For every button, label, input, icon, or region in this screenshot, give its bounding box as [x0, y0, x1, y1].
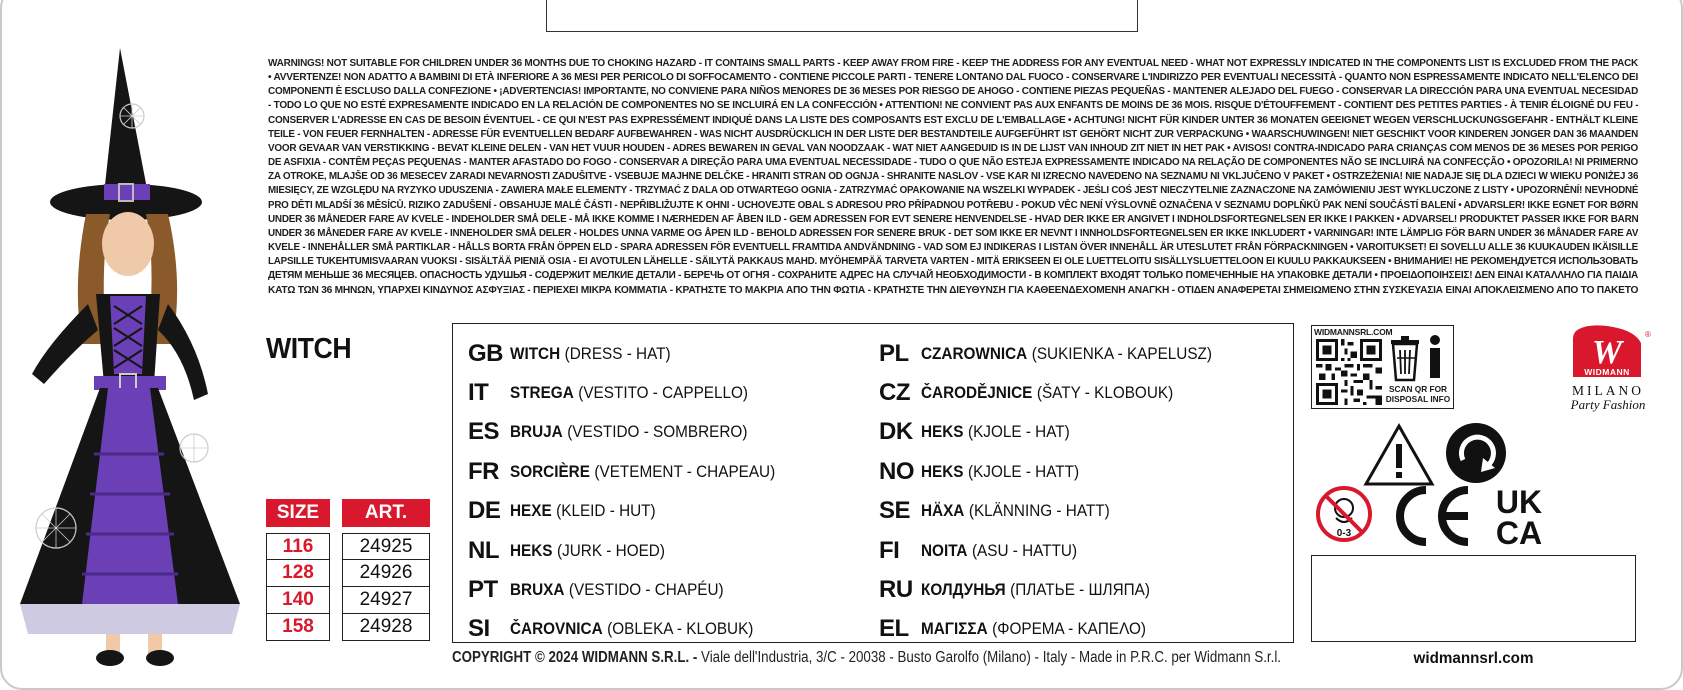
product-name: HEXE: [510, 501, 552, 521]
language-code: IT: [468, 379, 489, 407]
article-value: 24928: [342, 614, 430, 641]
warning-line: ZA OTROKE, MLAJŠE OD 36 MESECEV ZARADI NEVARNOSTI ZADUŠITVE - VSEBUJE MAJHNE DELČKE - HRANITI STRAN OD OGNJA - SHRANITE NASLOV - VSE KAR NI IZRECNO NAVEDENO NA SEZNAMU NI VKLJUČENO V PAKET • OSTRZEŻENIA! NIE NADAJE SIĘ DLA DZIECI W WIEKU PONIŻEJ 36: [268, 171, 1638, 183]
product-parts: (VESTITO - CAPPELLO): [578, 383, 749, 403]
brand-tagline: Party Fashion: [1570, 397, 1646, 412]
name-row-dk: [879, 413, 1244, 452]
names-column-left: [468, 334, 805, 649]
brand-city: MILANO: [1572, 383, 1644, 398]
name-row-el: [879, 610, 1244, 649]
size-value: 140: [266, 587, 330, 614]
size-header: SIZE: [266, 499, 330, 527]
name-row-es: [468, 413, 805, 452]
qr-caption: [1384, 384, 1452, 404]
top-label-tab: [546, 0, 1138, 32]
size-value: 116: [266, 533, 330, 560]
article-header: ART.: [342, 499, 430, 527]
age-label: 0-3: [1336, 528, 1352, 539]
name-row-pt: [468, 570, 805, 609]
name-row-it: [468, 373, 805, 412]
warning-line: - TODO LO QUE NO ESTÉ EXPRESAMENTE INDICADO EN LA RELACIÓN DE COMPONENTES NO SE INCLUIRÁ EN LA CONFECCIÓN • ATTENTION! NE CONVIENT PAS AUX ENFANTS DE MOINS DE 36 MOIS. RISQUE D'ÉTOUFFEMENT - CONTIENT DES PETITES PARTIES - À TENIR ÉLOIGNÉ DU FEU -: [268, 100, 1638, 112]
warning-line: WARNINGS! NOT SUITABLE FOR CHILDREN UNDER 36 MONTHS DUE TO CHOKING HAZARD - IT CONTAINS SMALL PARTS - KEEP AWAY FROM FIRE - KEEP THE ADDRESS FOR ANY EVENTUAL NEED - WHAT NOT EXPRESSLY INDICATED IN THE COMPONENTS LIST IS EXCLUDED FROM THE PACK: [268, 58, 1638, 69]
product-parts: (ASU - HATTU): [971, 540, 1078, 560]
product-name: ČAROVNICA: [510, 619, 603, 639]
article-value: 24925: [342, 533, 430, 560]
name-row-cz: [879, 373, 1244, 412]
product-name: КОЛДУНЬЯ: [921, 580, 1006, 600]
product-name: STREGA: [510, 383, 574, 403]
warning-line: • AVVERTENZE! NON ADATTO A BAMBINI DI ETÀ INFERIORE A 36 MESI PER PERICOLO DI SOFFOCAMENTO - CONTIENE PICCOLE PARTI - TENERE LONTANO DAL FUOCO - CONSERVARE L'INDIRIZZO PER EVENTUALI NECESSITÀ - QUANTO NON ESPRESSAMENTE INDICATO NELL'ELENCO DEI: [268, 72, 1638, 84]
name-row-nl: [468, 531, 805, 570]
warning-line: ΚΑΤΩ ΤΩΝ 36 ΜΗΝΩΝ, ΥΠΑΡΧΕΙ ΚΙΝΔΥΝΟΣ ΑΣΦΥΞΙΑΣ - ΠΕΡΙΕΧΕΙ ΜΙΚΡΑ ΚΟΜΜΑΤΙΑ - ΚΡΑΤΗΣΤΕ ΤΟ ΜΑΚΡΙΑ ΑΠΟ ΤΗΝ ΦΩΤΙΑ - ΚΡΑΤΗΣΤΕ ΤΗΝ ΔΙΕΥΘΥΝΣΗ ΓΙΑ ΚΑΘΕΕΝΔΕΧΟΜΕΝΗ ΑΝΑΓΚΗ - ΟΤΙΔΕΝ ΑΝΑΦΕΡΕΤΑΙ ΣΗΜΕΙΩΜΕΝΟ ΣΤΗΝ ΣΥΣΚΕΥΑΣΙΑ ΕΙΝΑΙ ΑΠΟΚΛΕΙΣΜΕΝΟ ΑΠΟ ΤΟ ΠΑΚΕΤΟ: [268, 284, 1638, 296]
size-value: 158: [266, 614, 330, 641]
language-code: FI: [879, 536, 900, 564]
brand-logo-block: [1557, 323, 1677, 413]
name-row-ru: [879, 570, 1244, 609]
product-parts: (DRESS - HAT): [564, 343, 671, 363]
warning-triangle-icon: [1362, 422, 1436, 488]
product-title: WITCH: [266, 333, 352, 365]
qr-url-label: WIDMANNSRL.COM: [1314, 327, 1393, 337]
ce-mark: [1388, 484, 1476, 548]
language-code: DE: [468, 497, 501, 525]
product-name: HEKS: [921, 461, 964, 481]
company-address: Viale dell'Industria, 3/C - 20038 - Busto Garolfo (Milano) - Italy - Made in P.R.C. per Widmann S.r.l.: [697, 649, 1281, 666]
disposal-bin-icon: [1387, 332, 1449, 382]
product-parts: (KLEID - HUT): [556, 501, 656, 521]
language-code: NL: [468, 536, 499, 564]
language-code: PL: [879, 339, 909, 367]
product-name: HÄXA: [921, 501, 965, 521]
warning-line: MIESIĘCY, ZE WZGLĘDU NA RYZYKO UDUSZENIA - ZAWIERA MAŁE ELEMENTY - TRZYMAĆ Z DALA OD OTWARTEGO OGNIA - ZATRZYMAĆ OPAKOWANIE NA WSZELKI WYPADEK - JEŚLI COŚ JEST NIECZYTELNIE ZAZNACZONE NA ZAMÓWIENIU JEST WYKLUCZONE Z LISTY • UPOZORNĚNÍ! NEVHODNÉ: [268, 185, 1638, 197]
costume-model-image: [8, 44, 258, 674]
language-code: PT: [468, 576, 498, 604]
product-name: BRUXA: [510, 580, 565, 600]
name-row-fi: [879, 531, 1244, 570]
warning-line: ДЕТЯМ МЕНЬШЕ 36 МЕСЯЦЕВ. ОПАСНОСТЬ УДУШЬЯ - СОДЕРЖИТ МЕЛКИЕ ДЕТАЛИ - БЕРЕЧЬ ОТ ОГНЯ - СОХРАНИТЕ АДРЕС НА СЛУЧАЙ НЕОБХОДИМОСТИ - В КОМПЛЕКТ ВХОДЯТ ТОЛЬКО ПОМЕЧЕННЫЕ НА УПАКОВКЕ ДЕТАЛИ • ΠΡΟΕΙΔΟΠΟΙΗΣΕΙΣ! ΔΕΝ ΕΙΝΑΙ ΚΑΤΑΛΛΗΛΟ ΓΙΑ ΠΑΙΔΙΑ: [268, 270, 1638, 282]
copyright-line: [452, 649, 1281, 667]
product-name: HEKS: [921, 422, 964, 442]
qr-caption-line: DISPOSAL INFO: [1385, 394, 1451, 404]
warning-line: LAPSILLE TUKEHTUMISVAARAN VUOKSI - SISÄLTÄÄ PIENIÄ OSIA - EI AVOTULEN LÄHELLE - SÄILYTÄ PAKKAUS MAHD. MYÖHEMPÄÄ TARVETA VARTEN - MITÄ ERIKSEEN EI OLE LUETTELOITU SISÄLLYSLUETTELOON EI KUULU PAKKAUKSEEN • ВНИМАНИЕ! НЕ РЕКОМЕНДУЕТСЯ ИСПОЛЬЗОВАТЬ: [268, 256, 1638, 268]
conformity-symbols: [1310, 418, 1600, 553]
product-name: ΜΑΓΙΣΣΑ: [921, 619, 988, 639]
ce-text: CE: [1432, 524, 1434, 525]
no-under-3-icon: [1314, 484, 1374, 544]
warning-line: UNDER 36 MÅNEDER FARE AV KVELE - INNEHOLDER SMÅ DELER - HOLDES UNNA VARME OG ÅPEN ILD - BEHOLD ADRESSEN FOR SENERE BRUK - DET SOM IKKE ER NEVNT I INNHOLDSFORTEGNELSEN ER IKKE INKLUDERT • VARNINGAR! INTE LÄMPLIG FÖR BARN UNDER 36 MÅNADER FARE AV: [268, 227, 1638, 239]
ukca-top: UK: [1495, 486, 1543, 520]
website-url: widmannsrl.com: [1413, 650, 1534, 667]
qr-code-icon: [1316, 339, 1382, 405]
warning-line: KVELE - INNEHÅLLER SMÅ PARTIKLAR - HÅLLS BORTA FRÅN ÖPPEN ELD - SPARA ADRESSEN FÖR EVENTUELL FRAMTIDA ANDVÄNDNING - VAD SOM EJ INDIKERAS I LISTAN ÖVER INNEHÅLL ÄR UTESLUTET FRÅN FÖRPACKNINGEN • VAROITUKSET! EI SOVELLU ALLE 36 KUUKAUDEN IKÄISILLE: [268, 242, 1638, 254]
language-code: SE: [879, 497, 911, 525]
name-row-pl: [879, 334, 1244, 373]
ukca-mark: [1487, 486, 1551, 546]
product-name: BRUJA: [510, 422, 563, 442]
name-row-gb: [468, 334, 805, 373]
language-code: NO: [879, 457, 914, 485]
product-parts: (OBLEKA - KLOBUK): [607, 619, 754, 639]
copyright-holder: COPYRIGHT © 2024 WIDMANN S.R.L. -: [452, 649, 698, 666]
language-code: DK: [879, 418, 913, 446]
language-code: EL: [879, 615, 909, 643]
language-code: GB: [468, 339, 503, 367]
product-name: SORCIÈRE: [510, 461, 590, 481]
logo-wordmark: WIDMANN: [1584, 367, 1630, 377]
size-value: 128: [266, 560, 330, 587]
product-name: CZAROWNICA: [921, 343, 1028, 363]
product-parts: (KJOLE - HATT): [968, 461, 1080, 481]
logo-letter: W: [1591, 334, 1623, 371]
name-row-si: [468, 610, 805, 649]
qr-caption-line: SCAN QR FOR: [1388, 384, 1448, 394]
svg-text:®: ®: [1645, 330, 1651, 339]
product-name: ČARODĚJNICE: [921, 383, 1033, 403]
product-parts: (KJOLE - HAT): [968, 422, 1070, 442]
ukca-bottom: CA: [1495, 515, 1543, 546]
product-parts: (VETEMENT - CHAPEAU): [594, 461, 776, 481]
name-row-fr: [468, 452, 805, 491]
language-code: FR: [468, 457, 499, 485]
article-value: 24927: [342, 587, 430, 614]
language-code: RU: [879, 576, 913, 604]
product-name: HEKS: [510, 540, 553, 560]
product-parts: (VESTIDO - CHAPÉU): [568, 580, 724, 600]
warning-line: PRO DĚTI MLADŠÍ 36 MĚSÍCŮ. RIZIKO ZADUŠENÍ - OBSAHUJE MALÉ ČÁSTI - NEPŘIBLIŽUJTE K OHNI - UCHOVEJTE OBAL S ADRESOU PRO PŘÍPADNOU POTŘEBU - POKUD VĚC NENÍ VÝSLOVNĚ OZNAČENA V SEZNAMU DOPLŇKŮ PAK NENÍ SOUČÁSTÍ BALENÍ • ADVARSLER! IKKE EGNET FOR BØRN: [268, 199, 1638, 211]
product-parts: (JURK - HOED): [557, 540, 665, 560]
names-column-right: [879, 334, 1244, 649]
language-code: CZ: [879, 379, 910, 407]
product-parts: (VESTIDO - SOMBRERO): [567, 422, 748, 442]
product-name: NOITA: [921, 540, 968, 560]
product-parts: (ПЛАТЬЕ - ШЛЯПА): [1010, 580, 1150, 600]
product-parts: (ŠATY - KLOBOUK): [1036, 383, 1174, 403]
warning-line: CONSERVER L'ADRESSE EN CAS DE BESOIN ÉVENTUEL - CE QUI N'EST PAS EXPRESSÉMENT INDIQUÉ DANS LA LISTE DES COMPOSANTS EST EXCLU DE L'EMBALLAGE • ACHTUNG! NICHT FÜR KINDER UNTER 36 MONATEN GEEIGNET WEGEN VERSCHLUCKUNGSGEFAHR - ENTHÄLT KLEINE: [268, 114, 1638, 126]
article-value: 24926: [342, 560, 430, 587]
barcode-placeholder-box: [1311, 555, 1636, 642]
name-row-de: [468, 492, 805, 531]
name-row-se: [879, 492, 1244, 531]
product-parts: (ΦΟΡΕΜΑ - ΚΑΠΕΛΟ): [992, 619, 1147, 639]
qr-disposal-block: [1311, 325, 1454, 409]
widmann-logo: [1561, 323, 1657, 381]
warning-line: UNDER 36 MÅNEDER FARE AV KVELE - INDEHOLDER SMÅ DELE - MÅ IKKE KOMME I NÆRHEDEN AF ÅBEN ILD - GEM ADRESSEN FOR EVT SENERE HENVENDELSE - HVAD DER IKKE ER ANGIVET I INDHOLDSFORTEGNELSEN ER IKKE I PAKKEN • ADVARSEL! PRODUKTET PASSER IKKE FOR BARN: [268, 213, 1638, 225]
size-article-table: [266, 499, 430, 641]
warning-line: VOOR GEVAAR VAN VERSTIKKING - BEVAT KLEINE DELEN - VAN HET VUUR HOUDEN - ADRES BEWAREN IN GEVAL VAN NOODZAAK - WAT NIET AANGEDUID IS IN DE LIJST VAN INHOUD ZIT NIET IN HET PAK • AVISOS! CONTRA-INDICADO PARA CRIANÇAS COM MENOS DE 36 MESES POR PERIGO: [268, 142, 1638, 154]
name-row-no: [879, 452, 1244, 491]
warning-line: TEILE - VON FEUER FERNHALTEN - ADRESSE FÜR EVENTUELLEN BEDARF AUFBEWAHREN - WAS NICHT AUSDRÜCKLICH IN DER LISTE DER BESTANDTEILE AUFGEFÜHRT IST GEHÖRT NICHT ZUR VERPACKUNG • WAARSCHUWINGEN! NIET GESCHIKT VOOR KINDEREN JONGER DAN 36 MAANDEN: [268, 128, 1638, 140]
warning-line: COMPONENTI È ESCLUSO DALLA CONFEZIONE • ¡ADVERTENCIAS! IMPORTANTE, NO CONVIENE PARA NIÑOS MENORES DE 36 MESES POR RIESGO DE AHOGO - CONTIENE PIEZAS PEQUEÑAS - MANTENER ALEJADO DEL FUEGO - CONSERVAR LA DIRECCIÓN PARA UNA EVENTUAL NECESIDAD: [268, 86, 1638, 98]
language-code: ES: [468, 418, 500, 446]
product-parts: (KLÄNNING - HATT): [968, 501, 1110, 521]
translated-names-box: [452, 323, 1294, 643]
product-parts: (SUKIENKA - KAPELUSZ): [1031, 343, 1212, 363]
language-code: SI: [468, 615, 490, 643]
product-name: WITCH: [510, 343, 561, 363]
recycle-icon: [1443, 420, 1509, 486]
warning-line: DE ASFIXIA - CONTÊM PEÇAS PEQUENAS - MANTER AFASTADO DO FOGO - CONSERVAR A DIREÇÃO PARA UMA EVENTUAL NECESSIDADE - TUDO O QUE NÃO ESTEJA EXPRESSAMENTE INDICADO NA RELAÇÃO DE COMPONENTES NÃO SE INCLUIRÁ NA CONFECÇÃO • OPOZORILA! NI PRIMERNO: [268, 157, 1638, 169]
safety-warnings-text: [268, 57, 1638, 312]
